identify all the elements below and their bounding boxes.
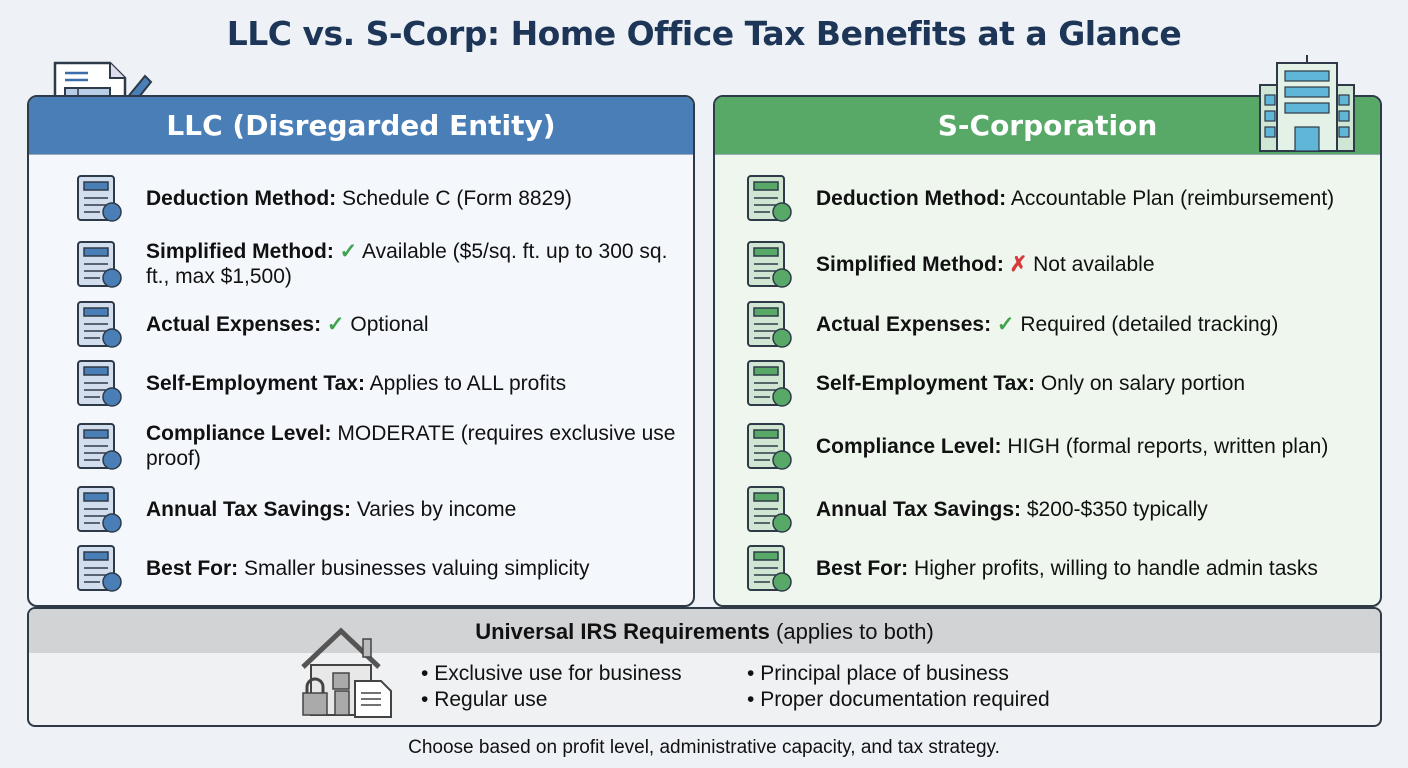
row-label: Annual Tax Savings: xyxy=(146,497,351,521)
house-lock-document-icon xyxy=(299,627,399,719)
row-text xyxy=(816,252,1356,277)
calculator-icon xyxy=(70,170,126,226)
requirement-item: • Principal place of business xyxy=(747,661,1050,687)
row-value: Not available xyxy=(1033,252,1155,276)
requirement-item: • Regular use xyxy=(421,687,682,713)
row-label: Best For: xyxy=(816,556,909,580)
check-icon: ✓ xyxy=(339,240,358,263)
scorp-row xyxy=(740,355,1356,411)
row-label: Actual Expenses: xyxy=(146,312,322,336)
row-label: Simplified Method: xyxy=(146,240,334,263)
row-value: HIGH (formal reports, written plan) xyxy=(1007,434,1329,458)
llc-row xyxy=(70,170,686,226)
piggy-bank-icon xyxy=(740,481,796,537)
row-text xyxy=(146,497,686,522)
row-label: Best For: xyxy=(146,556,239,580)
row-label: Deduction Method: xyxy=(146,186,337,210)
row-value: Optional xyxy=(350,312,429,336)
scorp-row xyxy=(740,481,1356,537)
requirements-subheading: (applies to both) xyxy=(776,619,934,644)
llc-row xyxy=(70,355,686,411)
row-text xyxy=(146,371,686,396)
requirements-header xyxy=(29,609,1380,653)
receipts-icon xyxy=(70,296,126,352)
handshake-icon xyxy=(70,540,126,596)
llc-row xyxy=(70,236,686,292)
handshake-icon xyxy=(740,540,796,596)
row-value: Accountable Plan (reimbursement) xyxy=(1010,186,1335,210)
row-label: Compliance Level: xyxy=(146,422,332,445)
row-value: Higher profits, willing to handle admin tasks xyxy=(914,556,1318,580)
row-text xyxy=(146,312,686,337)
row-text xyxy=(816,371,1356,396)
scorp-heading: S-Corporation xyxy=(715,97,1380,155)
check-icon: ✓ xyxy=(996,312,1015,336)
document-money-bag-icon xyxy=(740,170,796,226)
requirements-list-right xyxy=(747,661,1050,713)
row-label: Self-Employment Tax: xyxy=(146,371,365,395)
llc-row xyxy=(70,296,686,352)
row-value: Required (detailed tracking) xyxy=(1020,312,1279,336)
row-value: $200-$350 typically xyxy=(1026,497,1208,521)
row-text xyxy=(146,239,686,289)
scorp-row xyxy=(740,170,1356,226)
requirement-item: • Proper documentation required xyxy=(747,687,1050,713)
scorp-row xyxy=(740,296,1356,352)
llc-heading: LLC (Disregarded Entity) xyxy=(29,97,693,155)
llc-row xyxy=(70,481,686,537)
row-label: Actual Expenses: xyxy=(816,312,992,336)
row-label: Deduction Method: xyxy=(816,186,1007,210)
cross-icon: ✗ xyxy=(1009,252,1028,276)
requirements-heading: Universal IRS Requirements xyxy=(475,619,770,644)
requirement-item: • Exclusive use for business xyxy=(421,661,682,687)
llc-row xyxy=(70,540,686,596)
row-label: Simplified Method: xyxy=(816,252,1004,276)
receipts-icon xyxy=(740,296,796,352)
row-text xyxy=(816,186,1356,211)
universal-requirements xyxy=(27,607,1382,727)
flowchart-icon xyxy=(740,418,796,474)
row-text xyxy=(146,186,686,211)
clipboard-magnifier-icon xyxy=(70,418,126,474)
scorp-row xyxy=(740,236,1356,292)
row-label: Compliance Level: xyxy=(816,434,1002,458)
footer-note: Choose based on profit level, administrative capacity, and tax strategy. xyxy=(408,737,1000,758)
row-value: Varies by income xyxy=(356,497,517,521)
row-text xyxy=(816,497,1356,522)
row-value: Schedule C (Form 8829) xyxy=(341,186,572,210)
piggy-bank-icon xyxy=(70,481,126,537)
row-value: Available ($5/sq. ft. up to 300 sq. ft., max $1,500) xyxy=(146,240,668,288)
scorp-row xyxy=(740,418,1356,474)
llc-row xyxy=(70,418,686,474)
row-value: Applies to ALL profits xyxy=(369,371,567,395)
page-title: LLC vs. S-Corp: Home Office Tax Benefits at a Glance xyxy=(226,14,1182,53)
row-text xyxy=(816,312,1356,337)
row-value: Only on salary portion xyxy=(1040,371,1246,395)
row-label: Annual Tax Savings: xyxy=(816,497,1021,521)
check-icon: ✓ xyxy=(326,312,345,336)
row-value: Smaller businesses valuing simplicity xyxy=(244,556,590,580)
office-building-icon xyxy=(1255,55,1359,153)
row-label: Self-Employment Tax: xyxy=(816,371,1035,395)
scorp-row xyxy=(740,540,1356,596)
requirements-list-left xyxy=(421,661,682,713)
person-tax-icon xyxy=(740,355,796,411)
row-text xyxy=(146,556,686,581)
ruler-triangle-icon xyxy=(70,236,126,292)
ruler-cross-icon xyxy=(740,236,796,292)
row-value: MODERATE (requires exclusive use proof) xyxy=(146,422,676,470)
row-text xyxy=(816,556,1356,581)
row-text xyxy=(146,421,686,471)
person-tax-icon xyxy=(70,355,126,411)
row-text xyxy=(816,434,1356,459)
